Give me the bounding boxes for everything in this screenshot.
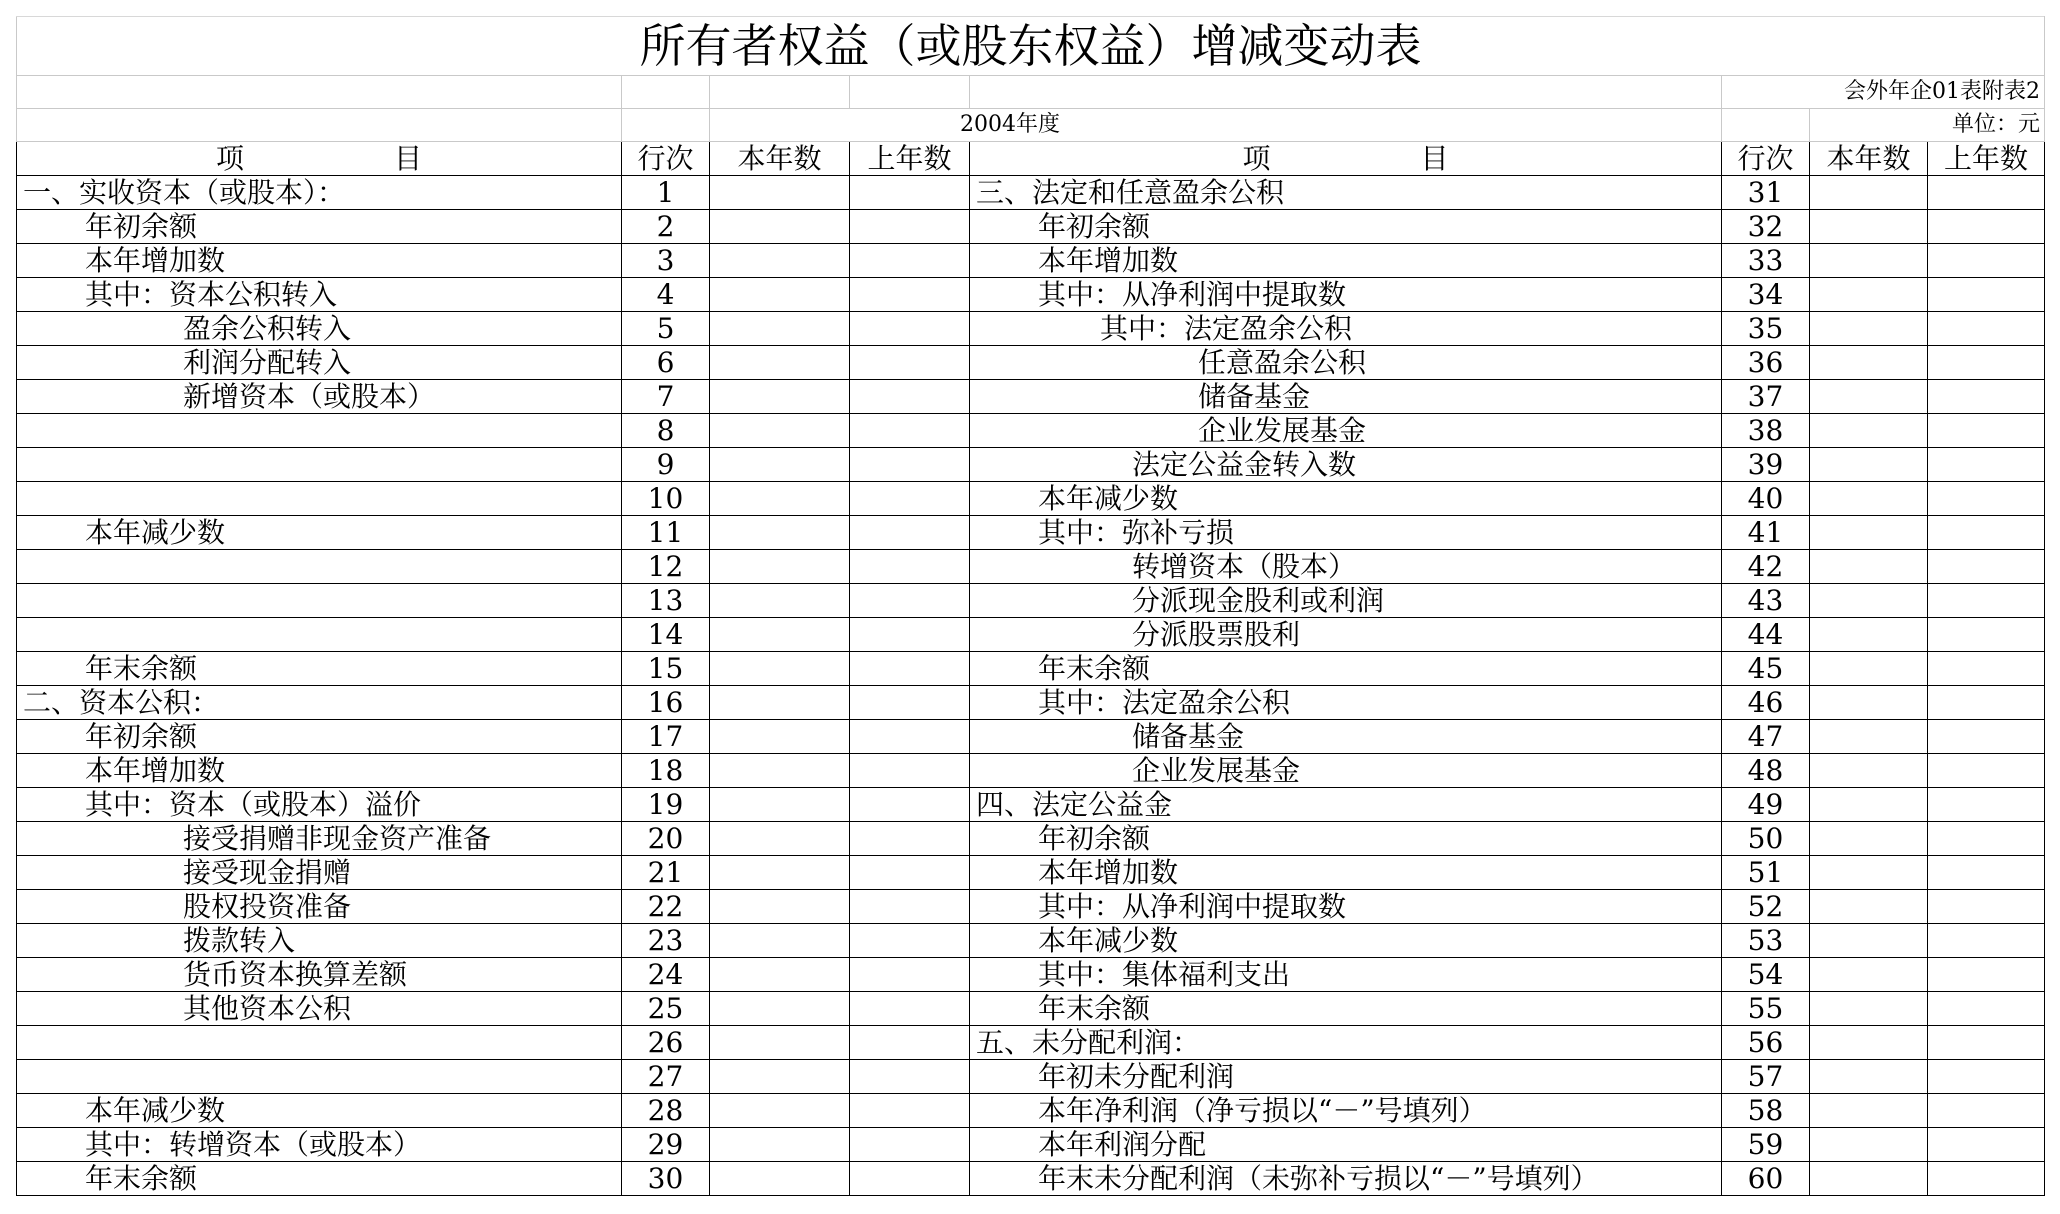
- table-row: [17, 618, 2045, 652]
- left-this-year-cell[interactable]: [710, 686, 850, 720]
- right-this-year-cell[interactable]: [1810, 448, 1928, 482]
- left-item-label: 本年减少数: [17, 516, 622, 550]
- right-last-year-cell[interactable]: [1928, 618, 2045, 652]
- header-item-left: 项 目: [17, 142, 622, 176]
- right-item-label: 年末未分配利润（未弥补亏损以“－”号填列）: [970, 1162, 1722, 1196]
- left-last-year-cell[interactable]: [850, 448, 970, 482]
- right-last-year-cell[interactable]: [1928, 1026, 2045, 1060]
- right-this-year-cell[interactable]: [1810, 584, 1928, 618]
- table-row: [17, 720, 2045, 754]
- left-line-no: 23: [622, 924, 710, 958]
- table-row: [17, 312, 2045, 346]
- left-item-label: 年末余额: [17, 652, 622, 686]
- right-this-year-cell[interactable]: [1810, 992, 1928, 1026]
- left-line-no: 12: [622, 550, 710, 584]
- left-item-label: 一、实收资本（或股本）：: [17, 176, 622, 210]
- empty-cell[interactable]: [1722, 109, 1810, 142]
- right-line-no: 43: [1722, 584, 1810, 618]
- right-item-label: 其中：集体福利支出: [970, 958, 1722, 992]
- left-last-year-cell[interactable]: [850, 346, 970, 380]
- right-last-year-cell[interactable]: [1928, 992, 2045, 1026]
- right-last-year-cell[interactable]: [1928, 924, 2045, 958]
- table-row: [17, 550, 2045, 584]
- right-this-year-cell[interactable]: [1810, 346, 1928, 380]
- left-line-no: 22: [622, 890, 710, 924]
- right-item-label: 分派股票股利: [970, 618, 1722, 652]
- left-item-label: 年初余额: [17, 210, 622, 244]
- right-item-label: 分派现金股利或利润: [970, 584, 1722, 618]
- header-this-year-right: 本年数: [1810, 142, 1928, 176]
- left-last-year-cell[interactable]: [850, 992, 970, 1026]
- left-line-no: 7: [622, 380, 710, 414]
- left-last-year-cell[interactable]: [850, 890, 970, 924]
- right-this-year-cell[interactable]: [1810, 924, 1928, 958]
- right-line-no: 38: [1722, 414, 1810, 448]
- right-item-label: 本年减少数: [970, 482, 1722, 516]
- right-line-no: 45: [1722, 652, 1810, 686]
- left-line-no: 5: [622, 312, 710, 346]
- left-line-no: 21: [622, 856, 710, 890]
- table-row: [17, 958, 2045, 992]
- table-row: [17, 652, 2045, 686]
- right-this-year-cell[interactable]: [1810, 516, 1928, 550]
- page-title: 所有者权益（或股东权益）增减变动表: [17, 17, 2045, 76]
- right-this-year-cell[interactable]: [1810, 482, 1928, 516]
- right-line-no: 39: [1722, 448, 1810, 482]
- left-this-year-cell[interactable]: [710, 618, 850, 652]
- right-line-no: 47: [1722, 720, 1810, 754]
- header-last-year-right: 上年数: [1928, 142, 2045, 176]
- left-this-year-cell[interactable]: [710, 992, 850, 1026]
- left-item-label: 接受现金捐赠: [17, 856, 622, 890]
- right-item-label: 法定公益金转入数: [970, 448, 1722, 482]
- left-this-year-cell[interactable]: [710, 1128, 850, 1162]
- right-item-label: 本年减少数: [970, 924, 1722, 958]
- right-item-label: 本年增加数: [970, 856, 1722, 890]
- left-last-year-cell[interactable]: [850, 482, 970, 516]
- empty-cell[interactable]: [970, 76, 1722, 109]
- right-this-year-cell[interactable]: [1810, 1162, 1928, 1196]
- left-this-year-cell[interactable]: [710, 482, 850, 516]
- right-item-label: 三、法定和任意盈余公积: [970, 176, 1722, 210]
- table-row: [17, 1162, 2045, 1196]
- left-item-label: 货币资本换算差额: [17, 958, 622, 992]
- right-last-year-cell[interactable]: [1928, 788, 2045, 822]
- left-last-year-cell[interactable]: [850, 176, 970, 210]
- left-item-label: [17, 1026, 622, 1060]
- right-this-year-cell[interactable]: [1810, 788, 1928, 822]
- empty-cell[interactable]: [622, 109, 710, 142]
- empty-cell[interactable]: [710, 76, 850, 109]
- left-this-year-cell[interactable]: [710, 1060, 850, 1094]
- right-last-year-cell[interactable]: [1928, 244, 2045, 278]
- right-this-year-cell[interactable]: [1810, 958, 1928, 992]
- left-item-label: 利润分配转入: [17, 346, 622, 380]
- left-item-label: 盈余公积转入: [17, 312, 622, 346]
- right-this-year-cell[interactable]: [1810, 1060, 1928, 1094]
- left-last-year-cell[interactable]: [850, 1026, 970, 1060]
- table-row: [17, 788, 2045, 822]
- left-line-no: 11: [622, 516, 710, 550]
- left-this-year-cell[interactable]: [710, 652, 850, 686]
- left-last-year-cell[interactable]: [850, 1060, 970, 1094]
- right-item-label: 其中：法定盈余公积: [970, 312, 1722, 346]
- right-line-no: 53: [1722, 924, 1810, 958]
- left-last-year-cell[interactable]: [850, 822, 970, 856]
- left-item-label: 二、资本公积：: [17, 686, 622, 720]
- left-last-year-cell[interactable]: [850, 856, 970, 890]
- right-line-no: 51: [1722, 856, 1810, 890]
- right-line-no: 37: [1722, 380, 1810, 414]
- table-row: [17, 1026, 2045, 1060]
- left-item-label: [17, 482, 622, 516]
- table-row: [17, 584, 2045, 618]
- right-line-no: 31: [1722, 176, 1810, 210]
- left-item-label: 其他资本公积: [17, 992, 622, 1026]
- right-item-label: 年初未分配利润: [970, 1060, 1722, 1094]
- left-line-no: 26: [622, 1026, 710, 1060]
- left-this-year-cell[interactable]: [710, 312, 850, 346]
- empty-cell[interactable]: [622, 76, 710, 109]
- right-item-label: 年初余额: [970, 822, 1722, 856]
- right-this-year-cell[interactable]: [1810, 618, 1928, 652]
- right-item-label: 五、未分配利润：: [970, 1026, 1722, 1060]
- right-this-year-cell[interactable]: [1810, 414, 1928, 448]
- left-last-year-cell[interactable]: [850, 652, 970, 686]
- left-this-year-cell[interactable]: [710, 516, 850, 550]
- right-last-year-cell[interactable]: [1928, 584, 2045, 618]
- right-last-year-cell[interactable]: [1928, 1094, 2045, 1128]
- table-row: [17, 278, 2045, 312]
- right-last-year-cell[interactable]: [1928, 550, 2045, 584]
- left-this-year-cell[interactable]: [710, 720, 850, 754]
- right-last-year-cell[interactable]: [1928, 958, 2045, 992]
- right-last-year-cell[interactable]: [1928, 414, 2045, 448]
- left-item-label: 本年增加数: [17, 244, 622, 278]
- right-last-year-cell[interactable]: [1928, 686, 2045, 720]
- right-item-label: 企业发展基金: [970, 414, 1722, 448]
- left-this-year-cell[interactable]: [710, 210, 850, 244]
- left-last-year-cell[interactable]: [850, 958, 970, 992]
- left-last-year-cell[interactable]: [850, 686, 970, 720]
- right-line-no: 32: [1722, 210, 1810, 244]
- right-item-label: 本年利润分配: [970, 1128, 1722, 1162]
- right-item-label: 储备基金: [970, 720, 1722, 754]
- right-this-year-cell[interactable]: [1810, 1094, 1928, 1128]
- right-item-label: 其中：法定盈余公积: [970, 686, 1722, 720]
- left-this-year-cell[interactable]: [710, 754, 850, 788]
- left-line-no: 13: [622, 584, 710, 618]
- right-last-year-cell[interactable]: [1928, 856, 2045, 890]
- right-this-year-cell[interactable]: [1810, 1026, 1928, 1060]
- right-last-year-cell[interactable]: [1928, 720, 2045, 754]
- left-line-no: 8: [622, 414, 710, 448]
- right-item-label: 企业发展基金: [970, 754, 1722, 788]
- table-row: [17, 754, 2045, 788]
- right-last-year-cell[interactable]: [1928, 1128, 2045, 1162]
- left-item-label: 年末余额: [17, 1162, 622, 1196]
- left-this-year-cell[interactable]: [710, 414, 850, 448]
- left-last-year-cell[interactable]: [850, 720, 970, 754]
- equity-change-sheet: [16, 16, 2045, 1196]
- header-last-year-left: 上年数: [850, 142, 970, 176]
- table-row: [17, 346, 2045, 380]
- left-last-year-cell[interactable]: [850, 278, 970, 312]
- right-last-year-cell[interactable]: [1928, 652, 2045, 686]
- right-this-year-cell[interactable]: [1810, 890, 1928, 924]
- table-row: [17, 924, 2045, 958]
- table-row: [17, 448, 2045, 482]
- unit-label: 单位：元: [1810, 109, 2045, 142]
- header-item-right: 项 目: [970, 142, 1722, 176]
- right-this-year-cell[interactable]: [1810, 720, 1928, 754]
- left-this-year-cell[interactable]: [710, 380, 850, 414]
- left-item-label: 拨款转入: [17, 924, 622, 958]
- left-last-year-cell[interactable]: [850, 516, 970, 550]
- left-last-year-cell[interactable]: [850, 1128, 970, 1162]
- left-line-no: 14: [622, 618, 710, 652]
- right-line-no: 55: [1722, 992, 1810, 1026]
- table-row: [17, 890, 2045, 924]
- right-this-year-cell[interactable]: [1810, 822, 1928, 856]
- right-this-year-cell[interactable]: [1810, 686, 1928, 720]
- right-line-no: 33: [1722, 244, 1810, 278]
- form-code: 会外年企01表附表2: [1722, 76, 2045, 109]
- left-line-no: 3: [622, 244, 710, 278]
- right-line-no: 42: [1722, 550, 1810, 584]
- left-line-no: 18: [622, 754, 710, 788]
- left-this-year-cell[interactable]: [710, 1094, 850, 1128]
- right-line-no: 34: [1722, 278, 1810, 312]
- left-this-year-cell[interactable]: [710, 890, 850, 924]
- table-row: [17, 822, 2045, 856]
- empty-cell[interactable]: [850, 76, 970, 109]
- right-item-label: 转增资本（股本）: [970, 550, 1722, 584]
- right-item-label: 其中：从净利润中提取数: [970, 890, 1722, 924]
- header-line-no-left: 行次: [622, 142, 710, 176]
- left-item-label: 年初余额: [17, 720, 622, 754]
- right-line-no: 48: [1722, 754, 1810, 788]
- right-line-no: 44: [1722, 618, 1810, 652]
- right-line-no: 60: [1722, 1162, 1810, 1196]
- table-row: [17, 414, 2045, 448]
- left-this-year-cell[interactable]: [710, 822, 850, 856]
- left-item-label: [17, 448, 622, 482]
- empty-cell[interactable]: [17, 109, 622, 142]
- right-line-no: 59: [1722, 1128, 1810, 1162]
- left-this-year-cell[interactable]: [710, 244, 850, 278]
- left-item-label: 股权投资准备: [17, 890, 622, 924]
- left-line-no: 25: [622, 992, 710, 1026]
- right-this-year-cell[interactable]: [1810, 1128, 1928, 1162]
- left-item-label: 本年减少数: [17, 1094, 622, 1128]
- left-last-year-cell[interactable]: [850, 550, 970, 584]
- left-line-no: 30: [622, 1162, 710, 1196]
- left-this-year-cell[interactable]: [710, 346, 850, 380]
- left-line-no: 29: [622, 1128, 710, 1162]
- right-line-no: 36: [1722, 346, 1810, 380]
- left-item-label: 接受捐赠非现金资产准备: [17, 822, 622, 856]
- right-item-label: 本年净利润（净亏损以“－”号填列）: [970, 1094, 1722, 1128]
- left-last-year-cell[interactable]: [850, 312, 970, 346]
- table-row: [17, 210, 2045, 244]
- left-this-year-cell[interactable]: [710, 176, 850, 210]
- right-last-year-cell[interactable]: [1928, 890, 2045, 924]
- left-this-year-cell[interactable]: [710, 278, 850, 312]
- right-last-year-cell[interactable]: [1928, 380, 2045, 414]
- left-item-label: [17, 584, 622, 618]
- left-last-year-cell[interactable]: [850, 380, 970, 414]
- right-item-label: 年末余额: [970, 652, 1722, 686]
- left-line-no: 4: [622, 278, 710, 312]
- table-row: [17, 992, 2045, 1026]
- left-this-year-cell[interactable]: [710, 1162, 850, 1196]
- table-row: [17, 380, 2045, 414]
- left-item-label: 本年增加数: [17, 754, 622, 788]
- right-last-year-cell[interactable]: [1928, 210, 2045, 244]
- right-line-no: 46: [1722, 686, 1810, 720]
- right-this-year-cell[interactable]: [1810, 856, 1928, 890]
- right-line-no: 52: [1722, 890, 1810, 924]
- left-last-year-cell[interactable]: [850, 754, 970, 788]
- left-line-no: 1: [622, 176, 710, 210]
- right-last-year-cell[interactable]: [1928, 278, 2045, 312]
- left-last-year-cell[interactable]: [850, 1094, 970, 1128]
- header-this-year-left: 本年数: [710, 142, 850, 176]
- right-line-no: 54: [1722, 958, 1810, 992]
- left-line-no: 19: [622, 788, 710, 822]
- right-item-label: 年初余额: [970, 210, 1722, 244]
- right-last-year-cell[interactable]: [1928, 448, 2045, 482]
- right-last-year-cell[interactable]: [1928, 822, 2045, 856]
- right-last-year-cell[interactable]: [1928, 312, 2045, 346]
- left-item-label: [17, 550, 622, 584]
- right-this-year-cell[interactable]: [1810, 550, 1928, 584]
- right-this-year-cell[interactable]: [1810, 244, 1928, 278]
- left-last-year-cell[interactable]: [850, 924, 970, 958]
- right-item-label: 其中：从净利润中提取数: [970, 278, 1722, 312]
- left-line-no: 17: [622, 720, 710, 754]
- right-this-year-cell[interactable]: [1810, 652, 1928, 686]
- right-item-label: 其中：弥补亏损: [970, 516, 1722, 550]
- left-line-no: 28: [622, 1094, 710, 1128]
- left-last-year-cell[interactable]: [850, 618, 970, 652]
- right-line-no: 49: [1722, 788, 1810, 822]
- left-line-no: 10: [622, 482, 710, 516]
- left-line-no: 20: [622, 822, 710, 856]
- empty-cell[interactable]: [17, 76, 622, 109]
- table-row: [17, 1128, 2045, 1162]
- left-line-no: 2: [622, 210, 710, 244]
- left-last-year-cell[interactable]: [850, 584, 970, 618]
- right-last-year-cell[interactable]: [1928, 346, 2045, 380]
- left-item-label: 其中：转增资本（或股本）: [17, 1128, 622, 1162]
- right-line-no: 41: [1722, 516, 1810, 550]
- left-last-year-cell[interactable]: [850, 414, 970, 448]
- right-last-year-cell[interactable]: [1928, 754, 2045, 788]
- left-last-year-cell[interactable]: [850, 244, 970, 278]
- right-line-no: 40: [1722, 482, 1810, 516]
- left-last-year-cell[interactable]: [850, 1162, 970, 1196]
- right-line-no: 56: [1722, 1026, 1810, 1060]
- left-this-year-cell[interactable]: [710, 1026, 850, 1060]
- left-this-year-cell[interactable]: [710, 448, 850, 482]
- right-item-label: 储备基金: [970, 380, 1722, 414]
- left-this-year-cell[interactable]: [710, 550, 850, 584]
- left-item-label: 其中：资本公积转入: [17, 278, 622, 312]
- left-item-label: [17, 618, 622, 652]
- right-last-year-cell[interactable]: [1928, 176, 2045, 210]
- left-line-no: 27: [622, 1060, 710, 1094]
- right-item-label: 年末余额: [970, 992, 1722, 1026]
- right-this-year-cell[interactable]: [1810, 380, 1928, 414]
- table-row: [17, 244, 2045, 278]
- right-line-no: 57: [1722, 1060, 1810, 1094]
- left-this-year-cell[interactable]: [710, 924, 850, 958]
- right-line-no: 35: [1722, 312, 1810, 346]
- table-row: [17, 686, 2045, 720]
- report-period: 2004年度: [710, 109, 1722, 142]
- left-item-label: 新增资本（或股本）: [17, 380, 622, 414]
- table-row: [17, 482, 2045, 516]
- right-this-year-cell[interactable]: [1810, 278, 1928, 312]
- left-line-no: 24: [622, 958, 710, 992]
- right-last-year-cell[interactable]: [1928, 516, 2045, 550]
- right-line-no: 58: [1722, 1094, 1810, 1128]
- right-item-label: 四、法定公益金: [970, 788, 1722, 822]
- table-row: [17, 856, 2045, 890]
- left-line-no: 6: [622, 346, 710, 380]
- left-line-no: 15: [622, 652, 710, 686]
- right-item-label: 任意盈余公积: [970, 346, 1722, 380]
- left-line-no: 9: [622, 448, 710, 482]
- right-this-year-cell[interactable]: [1810, 210, 1928, 244]
- left-item-label: 其中：资本（或股本）溢价: [17, 788, 622, 822]
- table-row: [17, 516, 2045, 550]
- left-last-year-cell[interactable]: [850, 788, 970, 822]
- left-line-no: 16: [622, 686, 710, 720]
- table-row: [17, 176, 2045, 210]
- right-last-year-cell[interactable]: [1928, 482, 2045, 516]
- left-this-year-cell[interactable]: [710, 856, 850, 890]
- left-this-year-cell[interactable]: [710, 958, 850, 992]
- right-last-year-cell[interactable]: [1928, 1162, 2045, 1196]
- right-last-year-cell[interactable]: [1928, 1060, 2045, 1094]
- header-line-no-right: 行次: [1722, 142, 1810, 176]
- left-last-year-cell[interactable]: [850, 210, 970, 244]
- table-row: [17, 1094, 2045, 1128]
- left-this-year-cell[interactable]: [710, 584, 850, 618]
- right-this-year-cell[interactable]: [1810, 312, 1928, 346]
- right-line-no: 50: [1722, 822, 1810, 856]
- table-row: [17, 1060, 2045, 1094]
- left-this-year-cell[interactable]: [710, 788, 850, 822]
- left-item-label: [17, 1060, 622, 1094]
- right-this-year-cell[interactable]: [1810, 754, 1928, 788]
- right-item-label: 本年增加数: [970, 244, 1722, 278]
- right-this-year-cell[interactable]: [1810, 176, 1928, 210]
- left-item-label: [17, 414, 622, 448]
